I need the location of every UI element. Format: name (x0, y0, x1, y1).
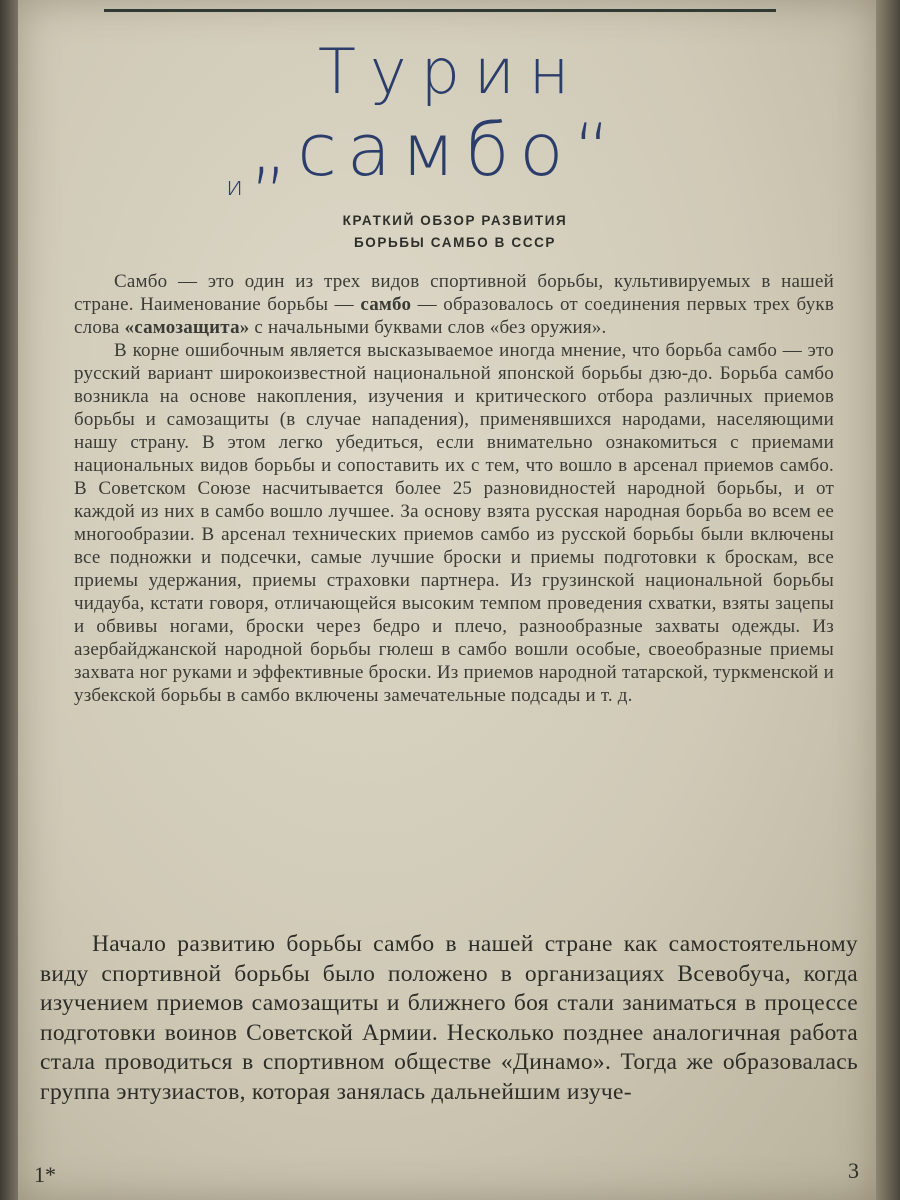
top-rule (104, 9, 776, 12)
page-number: 3 (848, 1158, 859, 1183)
intro-text (74, 270, 834, 707)
chapter-heading (250, 210, 660, 254)
main-text (40, 930, 858, 1107)
term-sambo: самбо (360, 294, 412, 315)
chapter-heading-line-1: КРАТКИЙ ОБЗОР РАЗВИТИЯ (342, 213, 568, 228)
paragraph-1-part-3: с начальными буквами слов «без оружия». (249, 317, 607, 338)
page-edge-left (0, 0, 18, 1200)
paragraph-2: В корне ошибочным является высказываемое иногда мнение, что борьба самбо — это русский вариант широкоизвестной национальной японской борьбы дзю-до. Борьба самбо возникла на основе накопления, изучения и критического отбора различных приемов борьбы и самозащиты (в случае нападения), применявшихся народами, населяющими нашу страну. В этом легко убедиться, если внимательно ознакомиться с приемами национальных видов борьбы и сопоставить их с тем, что вошло в арсенал приемов самбо. В Советском Союзе насчитывается более 25 разновидностей народной борьбы, и от каждой из них в самбо вошло лучшее. За основу взята русская народная борьба во всем ее многообразии. В арсенал технических приемов самбо из русской борьбы были включены все подножки и подсечки, самые лучшие броски и приемы подготовки к броскам, все приемы удержания, приемы страховки партнера. Из грузинской национальной борьбы чидауба, кстати говоря, отличающейся высоким темпом проведения схватки, взяты зацепы и обвивы ногами, броски через бедро и плечо, разнообразные захваты одежды. Из азербайджанской народной борьбы гюлеш в самбо вошли особые, своеобразные приемы захвата ног руками и эффективные броски. Из приемов народной татарской, туркменской и узбекской борьбы в самбо включены замечательные подсады и т. д. (74, 340, 834, 706)
handwritten-title: „самбо“ (250, 108, 621, 192)
paragraph-1-part-2: — образовалось от соединения первых трех букв слова (74, 294, 834, 338)
paragraph-1 (74, 270, 834, 339)
chapter-heading-line-2: БОРЬБЫ САМБО В СССР (353, 235, 557, 250)
paragraph-3: Начало развитию борьбы самбо в нашей стране как самостоятельному виду спортивной борьбы было положено в организациях Всевобуча, когда изучением приемов самозащиты и ближнего боя стали заниматься в процессе подготовки воинов Советской Армии. Несколько позднее аналогичная работа стала проводиться в спортивном обществе «Динамо». Тогда же образовалась группа энтузиастов, которая занялась дальнейшим изуче- (40, 931, 858, 1105)
handwritten-author: Турин (318, 35, 584, 108)
term-samozashchita: «самозащита» (124, 317, 250, 338)
page-edge-right (876, 0, 900, 1200)
signature-mark: 1* (34, 1162, 56, 1187)
handwritten-mark: и (226, 172, 244, 202)
paragraph-1-part-1: Самбо — это один из трех видов спортивной борьбы, культивируемых в нашей стране. Наименование борьбы — (74, 271, 834, 315)
